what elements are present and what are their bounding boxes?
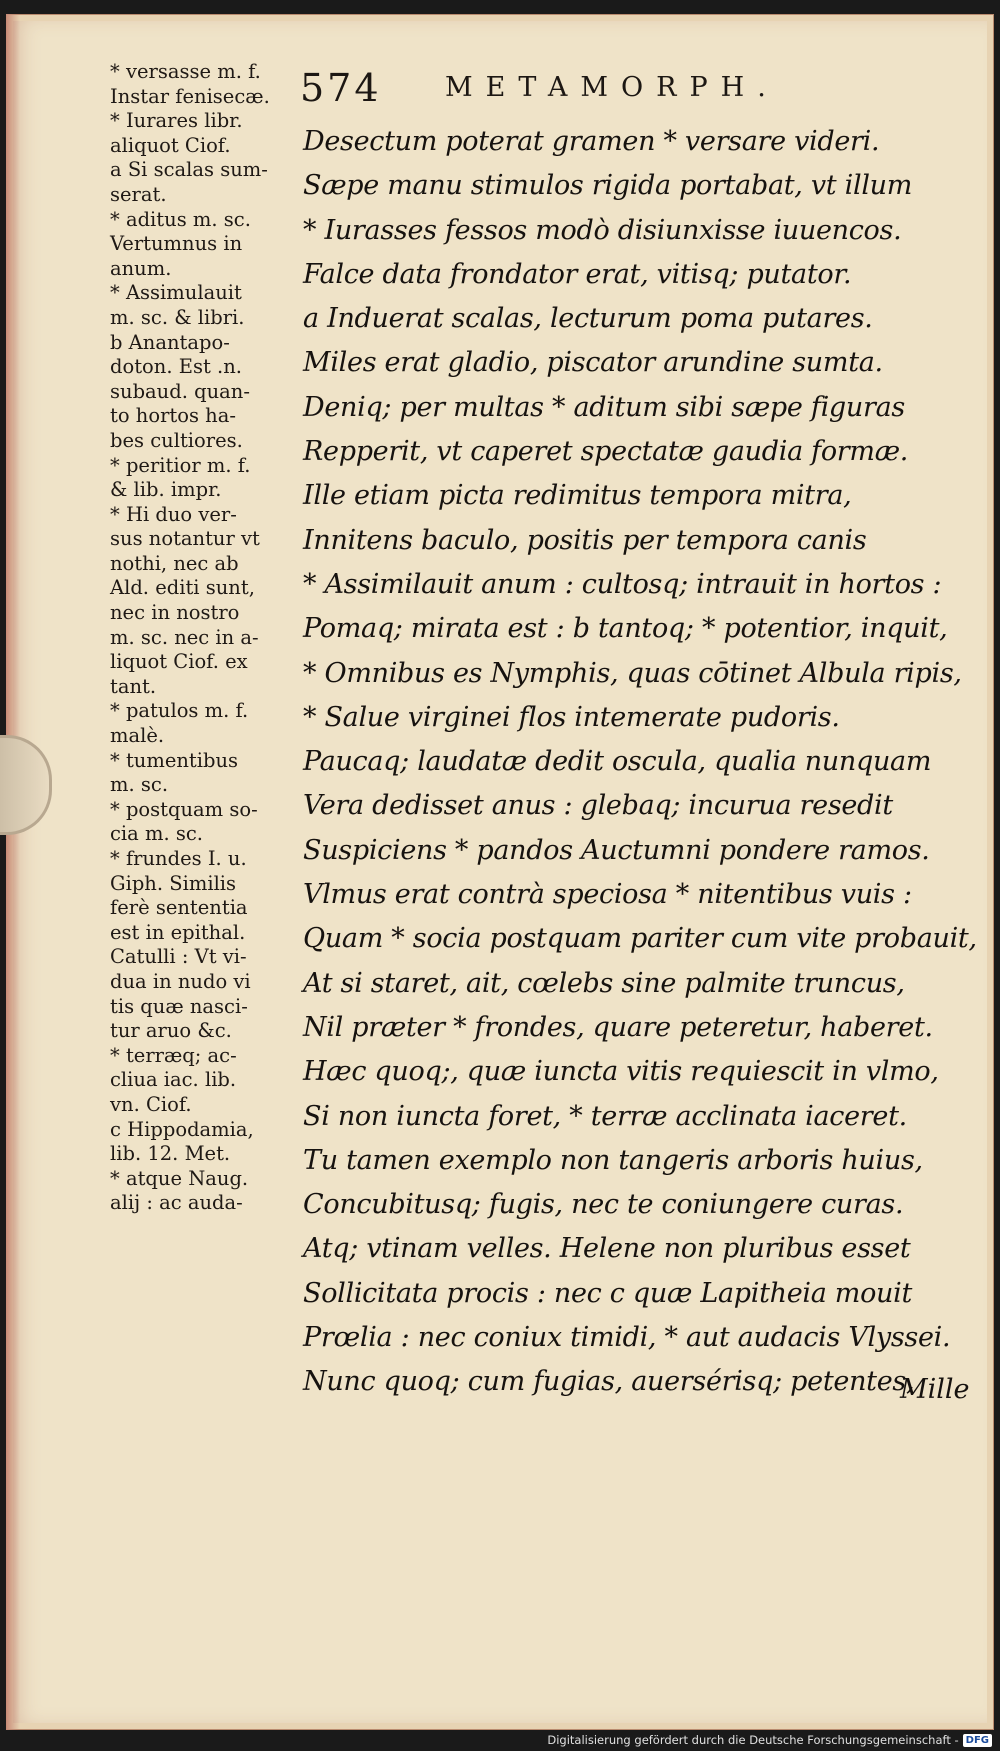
margin-note-line: tant. bbox=[110, 674, 157, 698]
margin-note-line: c Hippodamia, bbox=[110, 1117, 254, 1141]
catchword: Mille bbox=[900, 1374, 970, 1405]
verse-line: Vera dedisset anus : glebaq; incurua resedit bbox=[303, 790, 893, 822]
verse-line: Vlmus erat contrà speciosa * nitentibus vuis : bbox=[303, 879, 912, 911]
margin-note-line: * Iurares libr. bbox=[110, 109, 243, 133]
footer-text: Digitalisierung gefördert durch die Deutsche Forschungsgemeinschaft - bbox=[547, 1733, 959, 1747]
margin-note-line: nothi, nec ab bbox=[110, 551, 239, 575]
verse-text bbox=[303, 120, 983, 1405]
running-title: METAMORPH. bbox=[445, 72, 779, 103]
margin-note-line: * patulos m. f. bbox=[110, 699, 249, 723]
margin-note-line: malè. bbox=[110, 724, 165, 748]
verse-line: Sæpe manu stimulos rigida portabat, vt illum bbox=[303, 170, 913, 202]
margin-note-line: est in epithal. bbox=[110, 920, 246, 944]
margin-note-line: * postquam so- bbox=[110, 797, 258, 821]
margin-note-line: sus notantur vt bbox=[110, 527, 260, 551]
margin-note-line: lib. 12. Met. bbox=[110, 1142, 231, 1166]
margin-note-line: vn. Ciof. bbox=[110, 1092, 192, 1116]
verse-line: Tu tamen exemplo non tangeris arboris huius, bbox=[303, 1144, 923, 1176]
page-header bbox=[300, 66, 960, 110]
margin-note-line: to hortos ha- bbox=[110, 404, 236, 428]
margin-note-line: cliua iac. lib. bbox=[110, 1068, 237, 1092]
dfg-logo: DFG bbox=[963, 1734, 992, 1747]
digitization-footer bbox=[547, 1731, 992, 1749]
verse-line: Prœlia : nec coniux timidi, * aut audacis Vlyssei. bbox=[303, 1322, 951, 1354]
margin-note-line: * aditus m. sc. bbox=[110, 207, 251, 231]
page-edge bbox=[6, 14, 20, 1730]
verse-line: Hæc quoq;, quæ iuncta vitis requiescit in vlmo, bbox=[303, 1056, 939, 1088]
margin-note-line: serat. bbox=[110, 182, 167, 206]
verse-line: Desectum poterat gramen * versare videri. bbox=[303, 126, 880, 157]
margin-note-line: cia m. sc. bbox=[110, 822, 203, 846]
margin-note-line: * atque Naug. bbox=[110, 1166, 249, 1190]
margin-note-line: tur aruo &c. bbox=[110, 1019, 232, 1043]
page-number: 574 bbox=[300, 66, 382, 110]
verse-line: Nil præter * frondes, quare peteretur, haberet. bbox=[303, 1011, 933, 1043]
margin-note-line: doton. Est .n. bbox=[110, 355, 242, 379]
margin-note-line: ferè sententia bbox=[110, 896, 248, 920]
margin-note-line: liquot Ciof. ex bbox=[110, 650, 248, 674]
margin-note-line: * Hi duo ver- bbox=[110, 502, 237, 526]
margin-note-line: m. sc. & libri. bbox=[110, 305, 245, 329]
margin-note-line: subaud. quan- bbox=[110, 379, 250, 403]
verse-line: Si non iuncta foret, * terræ acclinata iaceret. bbox=[303, 1100, 907, 1132]
margin-note-line: m. sc. nec in a- bbox=[110, 625, 259, 649]
margin-note-line: tis quæ nasci- bbox=[110, 994, 248, 1018]
verse-line: Paucaq; laudatæ dedit oscula, qualia nunquam bbox=[303, 746, 932, 778]
margin-note-line: nec in nostro bbox=[110, 601, 240, 625]
verse-line: * Salue virginei flos intemerate pudoris. bbox=[303, 701, 840, 733]
margin-note-line: anum. bbox=[110, 256, 172, 280]
margin-notes bbox=[110, 60, 295, 1216]
margin-note-line: alij : ac auda- bbox=[110, 1191, 243, 1215]
margin-note-line: a Si scalas sum- bbox=[110, 158, 268, 182]
margin-note-line: * tumentibus bbox=[110, 748, 239, 772]
verse-line: At si staret, ait, cœlebs sine palmite truncus, bbox=[303, 967, 905, 999]
verse-line: Atq; vtinam velles. Helene non pluribus esset bbox=[303, 1233, 911, 1265]
verse-line: Miles erat gladio, piscator arundine sumta. bbox=[303, 347, 883, 379]
verse-line: Quam * socia postquam pariter cum vite probauit, bbox=[303, 923, 977, 955]
margin-note-line: Catulli : Vt vi- bbox=[110, 945, 247, 969]
verse-line: * Assimilauit anum : cultosq; intrauit in hortos : bbox=[303, 568, 942, 600]
verse-line: Falce data frondator erat, vitisq; putator. bbox=[303, 258, 852, 290]
margin-note-line: * frundes I. u. bbox=[110, 847, 247, 870]
margin-note-line: aliquot Ciof. bbox=[110, 133, 231, 157]
verse-line: * Iurasses fessos modò disiunxisse iuuencos. bbox=[303, 214, 902, 246]
verse-line: Innitens baculo, positis per tempora canis bbox=[303, 524, 867, 556]
verse-line: Sollicitata procis : nec c quæ Lapitheia mouit bbox=[303, 1277, 913, 1309]
margin-note-line: b Anantapo- bbox=[110, 330, 230, 354]
margin-note-line: & lib. impr. bbox=[110, 478, 222, 502]
margin-note-line: * peritior m. f. bbox=[110, 453, 251, 477]
verse-line: Suspiciens * pandos Auctumni pondere ramos. bbox=[303, 834, 930, 866]
margin-note-line: Ald. editi sunt, bbox=[110, 576, 255, 600]
verse-line: Concubitusq; fugis, nec te coniungere curas. bbox=[303, 1189, 904, 1221]
margin-note-line: Giph. Similis bbox=[110, 871, 237, 895]
verse-line: Nunc quoq; cum fugias, auersérisq; petentes, bbox=[303, 1366, 915, 1398]
margin-note-line: bes cultiores. bbox=[110, 428, 243, 452]
verse-line: Pomaq; mirata est : b tantoq; * potentior, inquit, bbox=[303, 613, 948, 645]
margin-note-line: * terræq; ac- bbox=[110, 1043, 237, 1067]
margin-note-line: Vertumnus in bbox=[110, 232, 243, 256]
margin-note-line: * Assimulauit bbox=[110, 281, 242, 305]
margin-note-line: Instar fenisecæ. bbox=[110, 84, 270, 108]
verse-line: Ille etiam picta redimitus tempora mitra, bbox=[303, 480, 852, 512]
margin-note-line: m. sc. bbox=[110, 773, 169, 797]
margin-note-line: * versasse m. f. bbox=[110, 60, 261, 83]
verse-line: Repperit, vt caperet spectatæ gaudia formæ. bbox=[303, 436, 909, 468]
verse-line: Deniq; per multas * aditum sibi sæpe figuras bbox=[303, 391, 905, 423]
verse-line: * Omnibus es Nymphis, quas cōtinet Albula ripis, bbox=[303, 657, 962, 689]
margin-note-line: dua in nudo vi bbox=[110, 969, 251, 993]
verse-line: a Induerat scalas, lecturum poma putares. bbox=[303, 303, 873, 335]
